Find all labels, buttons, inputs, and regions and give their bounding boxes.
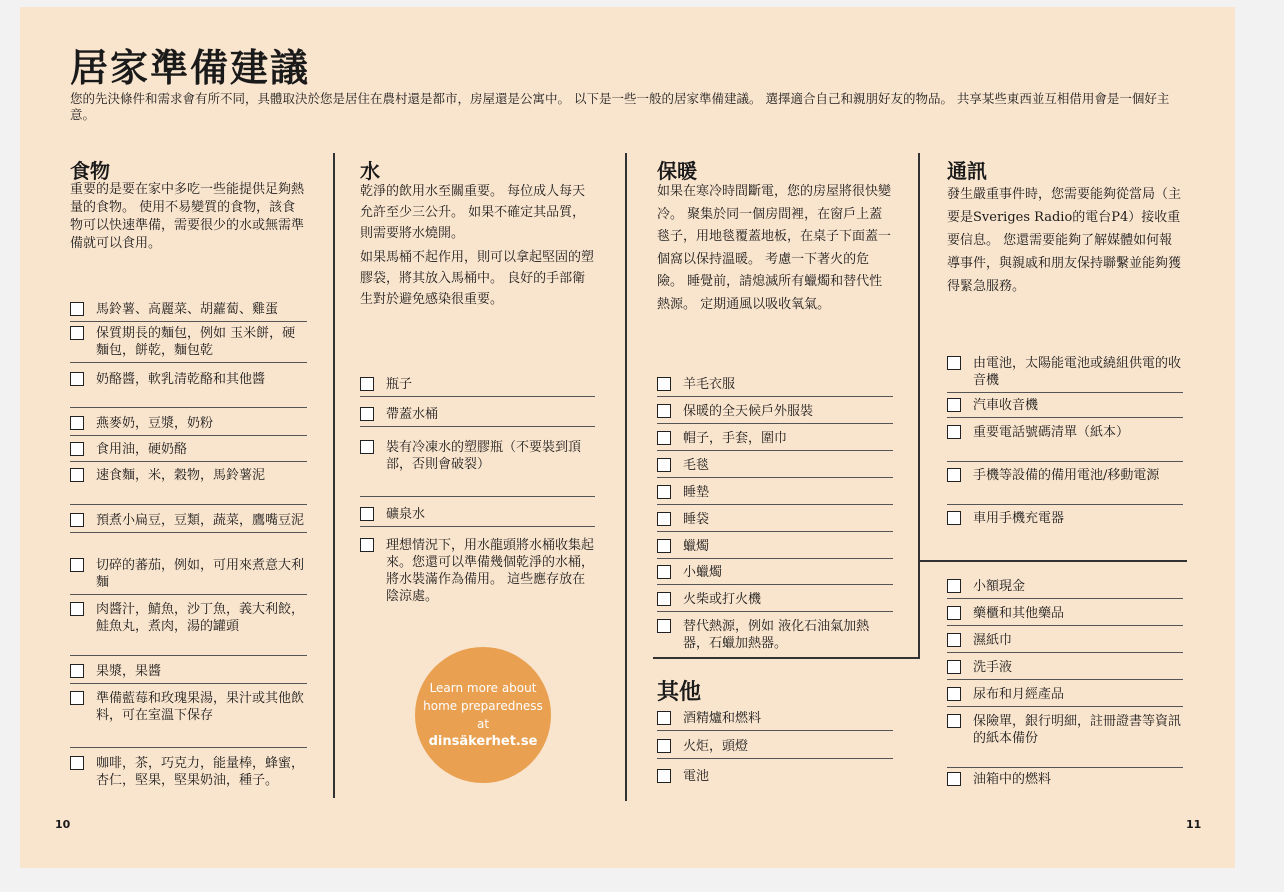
checkbox[interactable]	[70, 416, 84, 430]
checkbox[interactable]	[70, 513, 84, 527]
checkbox[interactable]	[657, 619, 671, 633]
warmth-item[interactable]: 保暖的全天候戶外服裝	[657, 403, 893, 424]
checkbox[interactable]	[360, 507, 374, 521]
website-link[interactable]: dinsäkerhet.se	[428, 734, 538, 749]
warmth-heading: 保暖	[657, 159, 697, 183]
checkbox[interactable]	[70, 664, 84, 678]
checkbox[interactable]	[657, 377, 671, 391]
checkbox[interactable]	[657, 565, 671, 579]
warmth-item[interactable]: 睡墊	[657, 484, 893, 505]
water-toilet-text: 如果馬桶不起作用，則可以拿起堅固的塑膠袋，將其放入馬桶中。 良好的手部衛生對於避免感染很重要。	[360, 250, 595, 307]
comms-item[interactable]: 車用手機充電器	[947, 510, 1183, 530]
warmth-item[interactable]: 替代熱源，例如 液化石油氣加熱器，石蠟加熱器。	[657, 618, 893, 655]
food-item[interactable]: 燕麥奶，豆漿，奶粉	[70, 415, 307, 436]
column-divider	[625, 153, 627, 801]
checkbox[interactable]	[947, 633, 961, 647]
checkbox[interactable]	[947, 579, 961, 593]
food-item[interactable]: 奶酪醬，軟乳清乾酪和其他醬	[70, 371, 307, 408]
misc-item[interactable]: 小額現金	[947, 578, 1183, 599]
food-item[interactable]: 速食麵，米，穀物，馬鈴薯泥	[70, 467, 307, 505]
comms-description: 發生嚴重事件時，您需要能夠從當局（主要是Sveriges Radio的電台P4）接收重要信息。 您還需要能夠了解媒體如何報導事件，與親戚和朋友保持聯繫並能夠獲得緊急服務。	[947, 187, 1182, 294]
checkbox[interactable]	[70, 602, 84, 616]
water-item[interactable]: 帶蓋水桶	[360, 406, 595, 427]
water-item[interactable]: 理想情況下，用水龍頭將水桶收集起來。您還可以準備幾個乾淨的水桶，將水裝滿作為備用。 這些應存放在陰涼處。	[360, 537, 595, 608]
checkbox[interactable]	[657, 485, 671, 499]
checkbox[interactable]	[360, 377, 374, 391]
warmth-item[interactable]: 羊毛衣服	[657, 376, 893, 397]
brochure-page	[20, 7, 1235, 868]
page-number-left: 10	[55, 818, 71, 831]
column-divider	[333, 153, 335, 798]
checkbox[interactable]	[70, 302, 84, 316]
water-heading: 水	[360, 159, 380, 183]
checkbox[interactable]	[360, 538, 374, 552]
checkbox[interactable]	[657, 458, 671, 472]
checkbox[interactable]	[70, 756, 84, 770]
page-title: 居家準備建議	[70, 46, 311, 90]
checkbox[interactable]	[947, 356, 961, 370]
comms-heading: 通訊	[947, 159, 987, 183]
food-item[interactable]: 預煮小扁豆，豆類，蔬菜，鷹嘴豆泥	[70, 512, 307, 533]
warmth-item[interactable]: 帽子，手套，圍巾	[657, 430, 893, 451]
checkbox[interactable]	[70, 326, 84, 340]
checkbox[interactable]	[360, 440, 374, 454]
checkbox[interactable]	[70, 691, 84, 705]
other-item[interactable]: 酒精爐和燃料	[657, 710, 893, 731]
checkbox[interactable]	[947, 606, 961, 620]
checkbox[interactable]	[947, 468, 961, 482]
checkbox[interactable]	[70, 442, 84, 456]
checkbox[interactable]	[360, 407, 374, 421]
food-item[interactable]: 保質期長的麵包，例如 玉米餅，硬麵包，餅乾，麵包乾	[70, 325, 307, 363]
misc-item[interactable]: 油箱中的燃料	[947, 771, 1183, 791]
checkbox[interactable]	[70, 372, 84, 386]
misc-item[interactable]: 保險單，銀行明細，註冊證書等資訊的紙本備份	[947, 713, 1183, 768]
checkbox[interactable]	[947, 660, 961, 674]
warmth-description: 如果在寒冷時間斷電，您的房屋將很快變冷。 聚集於同一個房間裡，在窗戶上蓋毯子，用地毯覆蓋地板，在桌子下面蓋一個窩以保持溫暖。 考慮一下著火的危險。 睡覺前，請熄滅所有蠟燭和替代性熱源。 定期通風以吸收氧氣。	[657, 184, 892, 312]
food-item[interactable]: 切碎的蕃茄，例如，可用來煮意大利麵	[70, 557, 307, 595]
checkbox[interactable]	[947, 772, 961, 786]
page-number-right: 11	[1186, 818, 1202, 831]
checkbox[interactable]	[657, 404, 671, 418]
water-item[interactable]: 瓶子	[360, 376, 595, 397]
learn-more-badge[interactable]: Learn more about home preparedness at dinsäkerhet.se	[415, 647, 551, 783]
checkbox[interactable]	[657, 431, 671, 445]
checkbox[interactable]	[947, 714, 961, 728]
water-item[interactable]: 礦泉水	[360, 506, 595, 527]
checkbox[interactable]	[947, 687, 961, 701]
food-item[interactable]: 準備藍莓和玫瑰果湯，果汁或其他飲料，可在室溫下保存	[70, 690, 307, 748]
food-item[interactable]: 食用油，硬奶酪	[70, 441, 307, 462]
misc-item[interactable]: 藥櫃和其他藥品	[947, 605, 1183, 626]
other-item[interactable]: 火炬，頭燈	[657, 738, 893, 759]
warmth-item[interactable]: 小蠟燭	[657, 564, 893, 585]
warmth-item[interactable]: 蠟燭	[657, 538, 893, 559]
checkbox[interactable]	[70, 468, 84, 482]
checkbox[interactable]	[657, 769, 671, 783]
checkbox[interactable]	[657, 711, 671, 725]
comms-item[interactable]: 手機等設備的備用電池/移動電源	[947, 467, 1183, 505]
intro-text: 您的先決條件和需求會有所不同，具體取決於您是居住在農村還是都市，房屋還是公寓中。 以下是一些一般的居家準備建議。 選擇適合自己和親朋好友的物品。 共享某些東西並互相借用會是一個好主意。	[70, 91, 1170, 122]
warmth-item[interactable]: 毛毯	[657, 457, 893, 478]
food-item[interactable]: 馬鈴薯、高麗菜、胡蘿蔔、雞蛋	[70, 301, 307, 322]
checkbox[interactable]	[657, 739, 671, 753]
comms-item[interactable]: 重要電話號碼清單（紙本）	[947, 424, 1183, 462]
misc-item[interactable]: 濕紙巾	[947, 632, 1183, 653]
water-item[interactable]: 裝有冷凍水的塑膠瓶（不要裝到頂部，否則會破裂）	[360, 439, 595, 497]
checkbox[interactable]	[947, 511, 961, 525]
food-item[interactable]: 咖啡，茶，巧克力，能量棒，蜂蜜，杏仁，堅果，堅果奶油，種子。	[70, 755, 307, 792]
section-divider	[653, 657, 920, 659]
checkbox[interactable]	[70, 558, 84, 572]
checkbox[interactable]	[947, 425, 961, 439]
warmth-item[interactable]: 火柴或打火機	[657, 591, 893, 612]
food-description: 重要的是要在家中多吃一些能提供足夠熱量的食物。 使用不易變質的食物，該食物可以快速準備，需要很少的水或無需準備就可以食用。	[70, 182, 305, 251]
other-item[interactable]: 電池	[657, 768, 893, 788]
misc-item[interactable]: 洗手液	[947, 659, 1183, 680]
checkbox[interactable]	[947, 398, 961, 412]
comms-item[interactable]: 由電池，太陽能電池或繞組供電的收音機	[947, 355, 1183, 393]
misc-item[interactable]: 尿布和月經產品	[947, 686, 1183, 707]
checkbox[interactable]	[657, 512, 671, 526]
column-divider	[918, 153, 920, 658]
comms-item[interactable]: 汽車收音機	[947, 397, 1183, 418]
checkbox[interactable]	[657, 539, 671, 553]
food-item[interactable]: 果漿，果醬	[70, 663, 307, 684]
water-description: 乾淨的飲用水至關重要。 每位成人每天允許至少三公升。 如果不確定其品質，則需要將水燒開。	[360, 184, 586, 241]
food-heading: 食物	[70, 159, 110, 183]
food-item[interactable]: 肉醬汁，鯖魚，沙丁魚，義大利餃，鮭魚丸，煮肉，湯的罐頭	[70, 601, 307, 656]
section-divider	[920, 560, 1187, 562]
checkbox[interactable]	[657, 592, 671, 606]
warmth-item[interactable]: 睡袋	[657, 511, 893, 532]
other-heading: 其他	[657, 680, 702, 705]
